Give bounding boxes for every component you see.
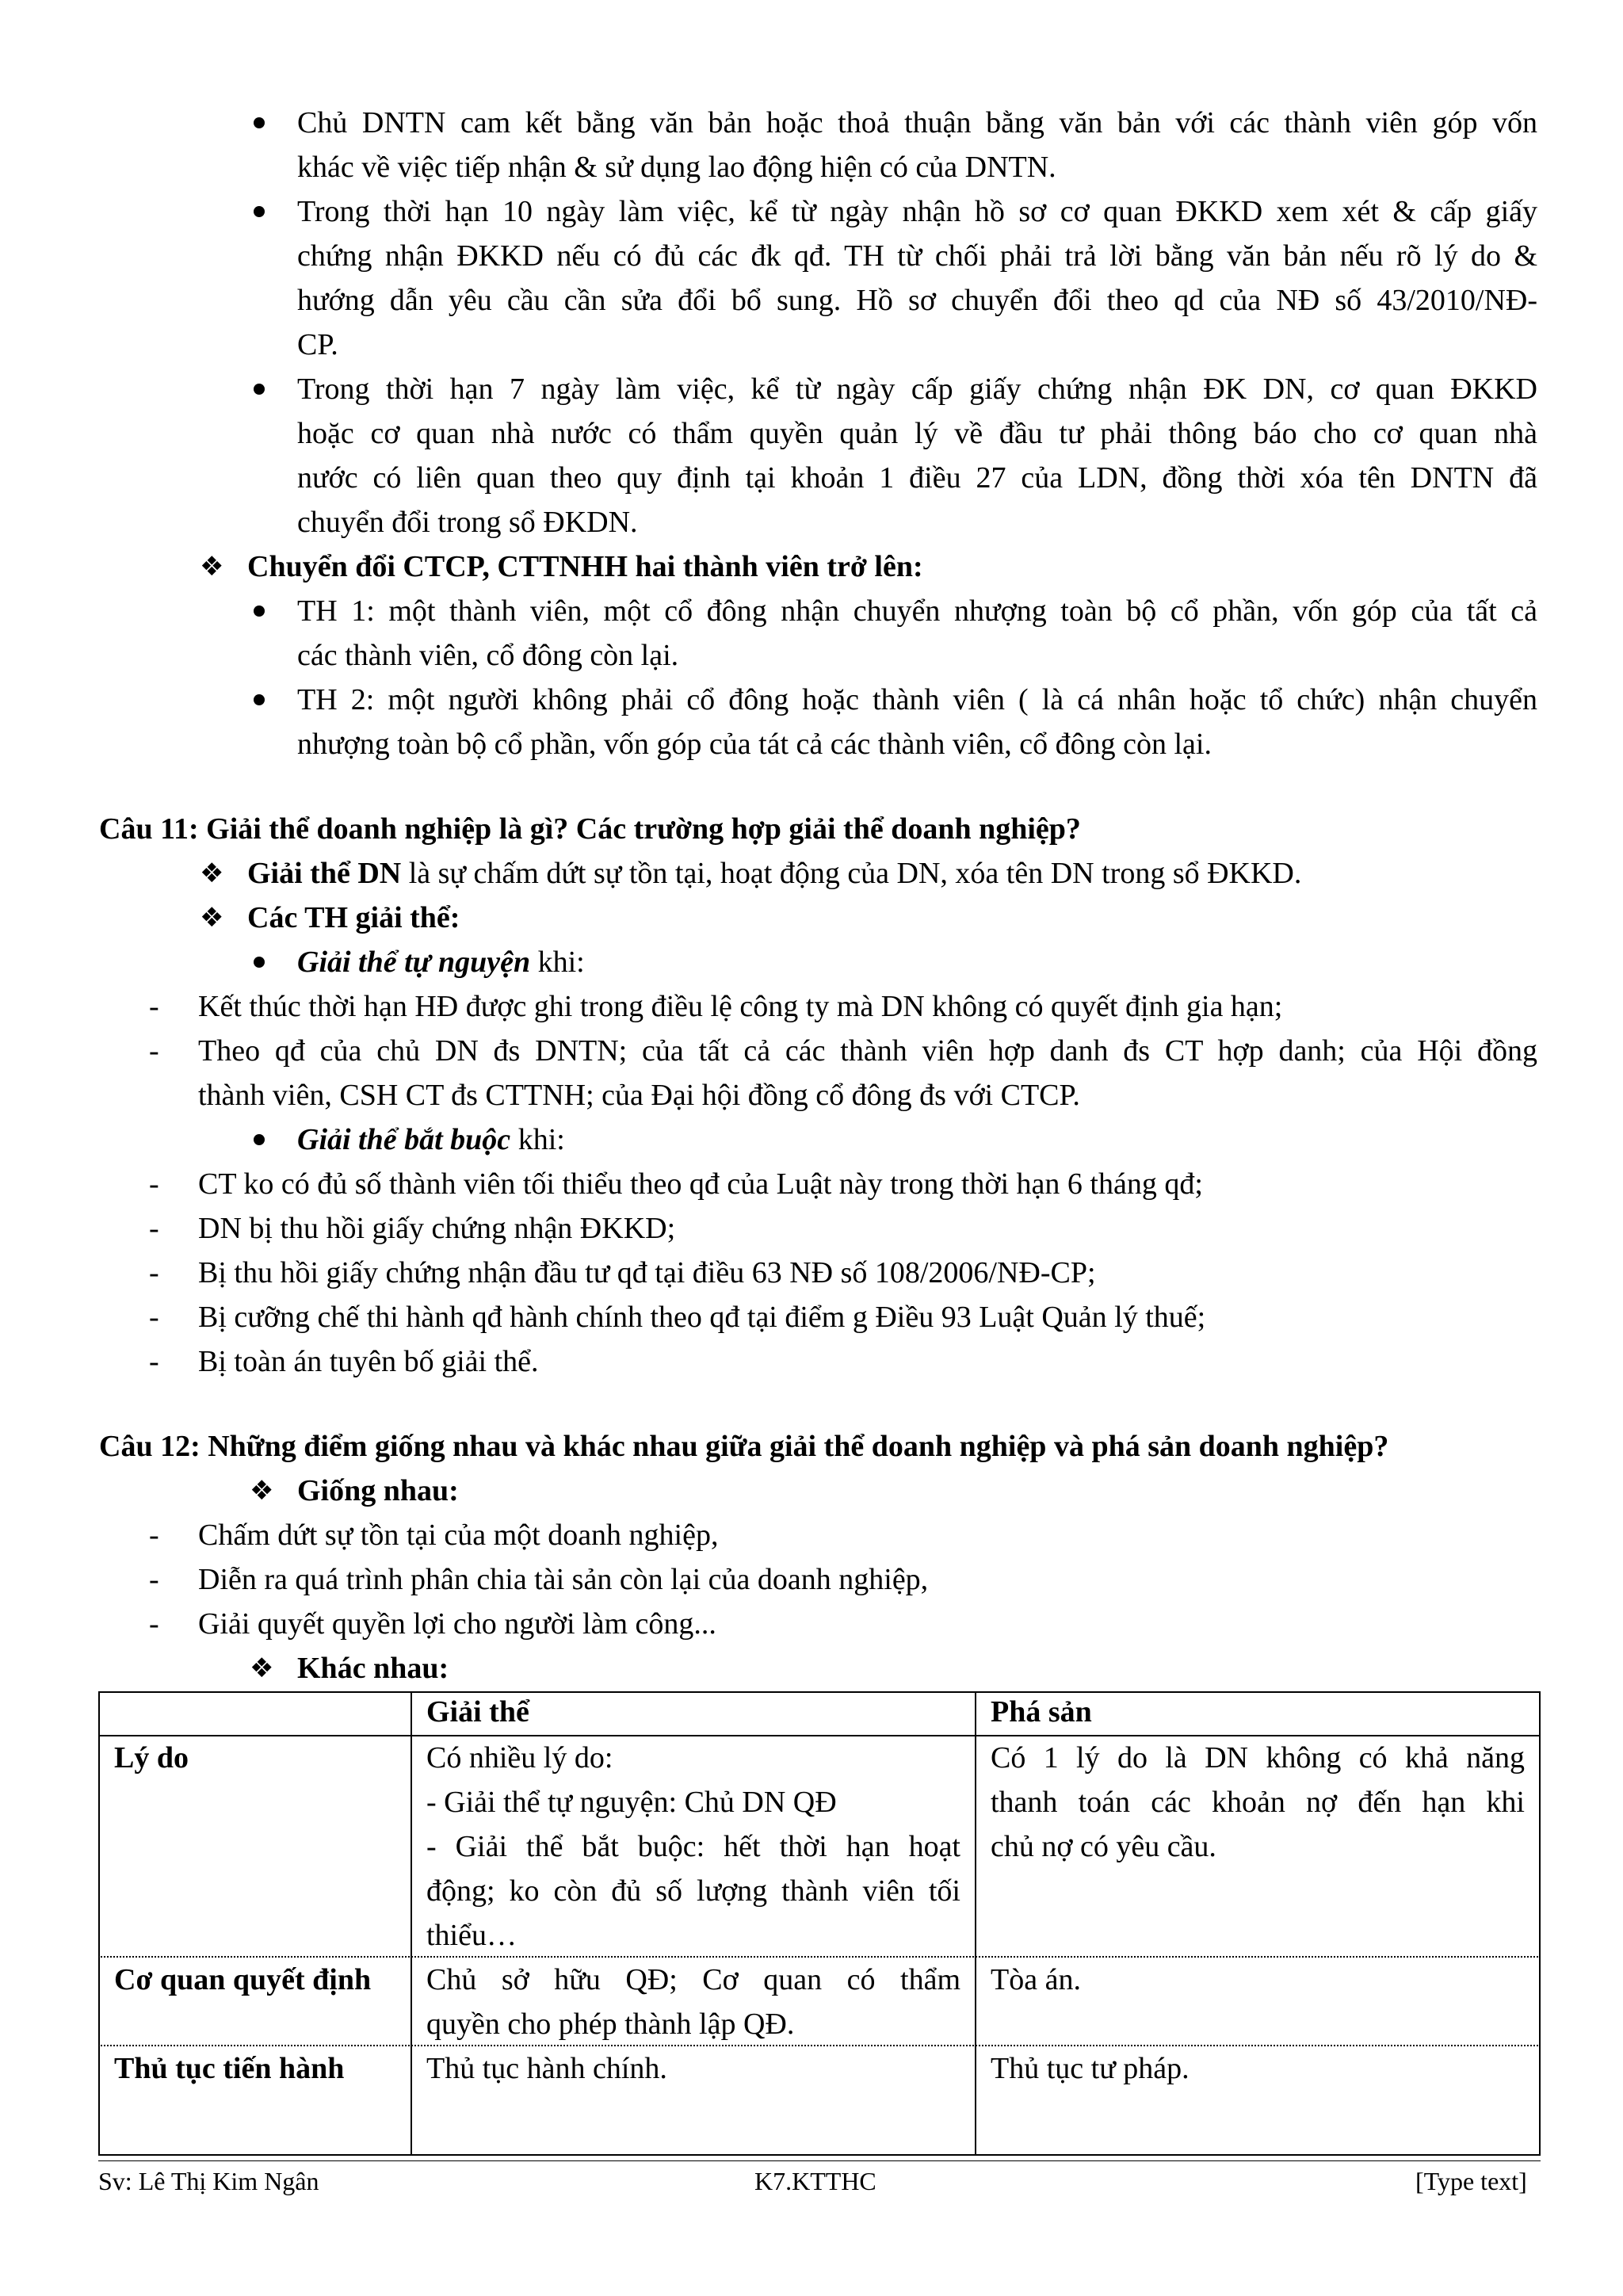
subheading-text: khi: <box>510 1123 565 1156</box>
dash-marker: - <box>149 1034 159 1068</box>
dash-marker: - <box>149 1519 159 1552</box>
subheading-line <box>297 1117 565 1162</box>
table-row-label: Cơ quan quyết định <box>114 1963 372 1996</box>
paragraph-line: CP. <box>297 328 338 361</box>
definition-text: là sự chấm dứt sự tồn tại, hoạt động của DN, xóa tên DN trong sổ ĐKKD. <box>401 857 1302 890</box>
dash-marker: - <box>149 1301 159 1334</box>
subheading-text: khi: <box>530 946 585 979</box>
paragraph-line: nước có liên quan theo quy định tại khoản 1 điều 27 của LDN, đồng thời xóa tên DNTN đã <box>297 461 1537 495</box>
diamond-bullet-icon: ❖ <box>200 902 224 934</box>
dash-marker: - <box>149 1607 159 1641</box>
paragraph-line: khác về việc tiếp nhận & sử dụng lao động hiện có của DNTN. <box>297 151 1056 184</box>
paragraph-line: nhượng toàn bộ cổ phần, vốn góp của tát cả các thành viên, cổ đông còn lại. <box>297 728 1212 761</box>
list-item: Giải quyết quyền lợi cho người làm công... <box>198 1607 716 1641</box>
list-item: Bị cưỡng chế thi hành qđ hành chính theo qđ tại điểm g Điều 93 Luật Quản lý thuế; <box>198 1301 1206 1334</box>
bullet-marker <box>254 1134 265 1145</box>
list-item: DN bị thu hồi giấy chứng nhận ĐKKD; <box>198 1212 676 1245</box>
table-cell-line: Có 1 lý do là DN không có khả năng <box>991 1741 1525 1775</box>
question-title: Câu 12: Những điểm giống nhau và khác nhau giữa giải thể doanh nghiệp và phá sản doanh nghiệp? <box>99 1430 1389 1463</box>
list-item: Diễn ra quá trình phân chia tài sản còn lại của doanh nghiệp, <box>198 1563 929 1596</box>
table-row-label: Lý do <box>114 1741 189 1775</box>
section-heading: Khác nhau: <box>297 1652 449 1685</box>
dash-marker: - <box>149 1167 159 1201</box>
table-cell-line: Có nhiều lý do: <box>426 1741 613 1775</box>
table-cell-line: thanh toán các khoản nợ đến hạn khi <box>991 1786 1525 1819</box>
table-cell-line: thiểu… <box>426 1919 517 1952</box>
table-cell-line: Chủ sở hữu QĐ; Cơ quan có thẩm <box>426 1963 960 1996</box>
bullet-marker <box>254 384 265 395</box>
table-cell-line: chủ nợ có yêu cầu. <box>991 1830 1216 1863</box>
definition-term: Giải thể DN <box>247 857 402 890</box>
table-cell-line: động; ko còn đủ số lượng thành viên tối <box>426 1874 960 1908</box>
table-cell-line: - Giải thể bắt buộc: hết thời hạn hoạt <box>426 1830 960 1863</box>
paragraph-line: TH 2: một người không phải cổ đông hoặc thành viên ( là cá nhân hoặc tổ chức) nhận chuyển <box>297 683 1537 716</box>
list-item: thành viên, CSH CT đs CTTNH; của Đại hội đồng cổ đông đs với CTCP. <box>198 1079 1080 1112</box>
list-item: Bị toàn án tuyên bố giải thể. <box>198 1345 539 1378</box>
definition-line <box>247 851 1301 896</box>
dash-marker: - <box>149 1256 159 1289</box>
dash-marker: - <box>149 1563 159 1596</box>
section-heading: Giống nhau: <box>297 1474 459 1507</box>
table-cell-line: quyền cho phép thành lập QĐ. <box>426 2008 795 2041</box>
diamond-bullet-icon: ❖ <box>250 1652 274 1684</box>
table-row-label: Thủ tục tiến hành <box>114 2052 345 2085</box>
table-cell-line: - Giải thể tự nguyện: Chủ DN QĐ <box>426 1786 837 1819</box>
paragraph-line: TH 1: một thành viên, một cổ đông nhận chuyển nhượng toàn bộ cổ phần, vốn góp của tất cả <box>297 594 1537 628</box>
table-header-cell: Phá sản <box>991 1695 1092 1729</box>
dash-marker: - <box>149 990 159 1023</box>
bullet-marker <box>254 606 265 617</box>
paragraph-line: hướng dẫn yêu cầu cần sửa đổi bổ sung. Hồ sơ chuyển đổi theo qd của NĐ số 43/2010/NĐ- <box>297 284 1537 317</box>
footer-class: K7.KTTHC <box>754 2167 876 2195</box>
list-item: Kết thúc thời hạn HĐ được ghi trong điều lệ công ty mà DN không có quyết định gia hạn; <box>198 990 1283 1023</box>
paragraph-line: Trong thời hạn 7 ngày làm việc, kể từ ngày cấp giấy chứng nhận ĐK DN, cơ quan ĐKKD <box>297 372 1537 406</box>
bullet-marker <box>254 117 265 128</box>
diamond-bullet-icon: ❖ <box>200 858 224 889</box>
paragraph-line: chứng nhận ĐKKD nếu có đủ các đk qđ. TH từ chối phải trả lời bằng văn bản nếu rõ lý do & <box>297 239 1537 273</box>
dash-marker: - <box>149 1345 159 1378</box>
list-item: Chấm dứt sự tồn tại của một doanh nghiệp, <box>198 1519 719 1552</box>
subheading-term: Giải thể tự nguyện <box>297 946 531 979</box>
bullet-marker <box>254 957 265 968</box>
question-title: Câu 11: Giải thể doanh nghiệp là gì? Các trường hợp giải thể doanh nghiệp? <box>99 812 1081 846</box>
paragraph-line: hoặc cơ quan nhà nước có thẩm quyền quản lý về đầu tư phải thông báo cho cơ quan nhà <box>297 417 1537 450</box>
diamond-bullet-icon: ❖ <box>250 1475 274 1507</box>
bullet-marker <box>254 206 265 217</box>
bullet-marker <box>254 694 265 705</box>
diamond-bullet-icon: ❖ <box>200 551 224 583</box>
paragraph-line: Chủ DNTN cam kết bằng văn bản hoặc thoả thuận bằng văn bản với các thành viên góp vốn <box>297 106 1537 139</box>
paragraph-line: chuyển đổi trong sổ ĐKDN. <box>297 506 638 539</box>
subheading-term: Giải thể bắt buộc <box>297 1123 511 1156</box>
table-header-cell: Giải thể <box>426 1695 529 1729</box>
table-cell-line: Tòa án. <box>991 1963 1081 1996</box>
list-item: CT ko có đủ số thành viên tối thiểu theo qđ của Luật này trong thời hạn 6 tháng qđ; <box>198 1167 1203 1201</box>
paragraph-line: các thành viên, cổ đông còn lại. <box>297 639 679 672</box>
subheading-line <box>297 940 585 984</box>
footer-placeholder: [Type text] <box>1415 2167 1527 2195</box>
list-item: Theo qđ của chủ DN đs DNTN; của tất cả các thành viên hợp danh đs CT hợp danh; của Hội đồng <box>198 1034 1537 1068</box>
footer-author: Sv: Lê Thị Kim Ngân <box>98 2167 319 2195</box>
section-heading: Các TH giải thể: <box>247 901 460 934</box>
table-cell-line: Thủ tục hành chính. <box>426 2052 667 2085</box>
paragraph-line: Trong thời hạn 10 ngày làm việc, kể từ ngày nhận hồ sơ cơ quan ĐKKD xem xét & cấp giấy <box>297 195 1537 228</box>
list-item: Bị thu hồi giấy chứng nhận đầu tư qđ tại điều 63 NĐ số 108/2006/NĐ-CP; <box>198 1256 1096 1289</box>
table-cell-line: Thủ tục tư pháp. <box>991 2052 1190 2085</box>
footer-rule <box>98 2160 1541 2161</box>
dash-marker: - <box>149 1212 159 1245</box>
section-heading: Chuyển đổi CTCP, CTTNHH hai thành viên trở lên: <box>247 550 923 583</box>
